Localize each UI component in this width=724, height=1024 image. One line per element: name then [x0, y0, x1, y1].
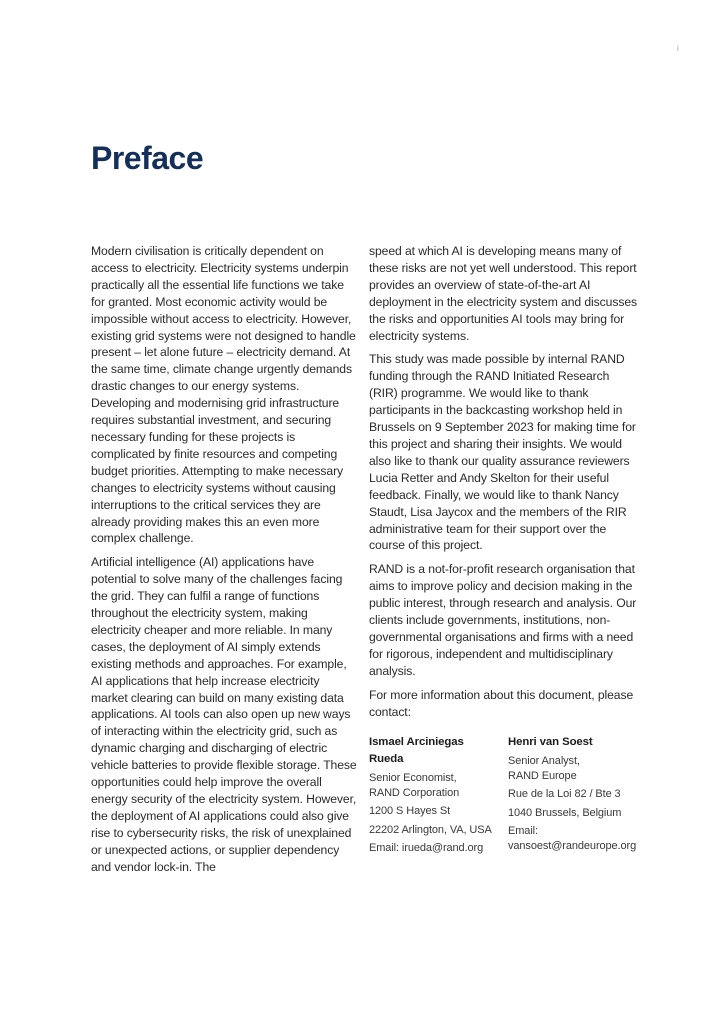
page-number: i — [677, 44, 679, 53]
contact-city: 1040 Brussels, Belgium — [508, 806, 622, 819]
right-column — [369, 243, 637, 860]
contacts-block — [369, 734, 637, 859]
contact-title: Senior Economist, — [369, 772, 457, 785]
contact-role — [508, 754, 637, 783]
contact-city: 22202 Arlington, VA, USA — [369, 823, 492, 836]
contact-name: Henri van Soest — [508, 736, 593, 749]
contact-organisation: RAND Europe — [508, 769, 577, 782]
paragraph-electricity-dependence: Modern civilisation is critically dependent on access to electricity. Electricity systems underpin practically all the essential life functions we take for granted. Most economic activity would be impossible without access to electricity. However, existing grid systems were not designed to handle present – let alone future – electricity demand. At the same time, climate change urgently demands drastic changes to our energy systems. Developing and modernising grid infrastructure requires substantial investment, and securing necessary funding for these projects is complicated by finite resources and competing budget priorities. Attempting to make necessary changes to electricity systems without causing interruptions to the critical services they are already providing makes this an even more complex challenge. — [91, 244, 356, 546]
paragraph-ai-risks: speed at which AI is developing means many of these risks are not yet well understood. This report provides an overview of state-of-the-art AI deployment in the electricity system and discusses the risks and opportunities AI tools may bring for electricity systems. — [369, 244, 637, 343]
contact-card — [369, 734, 498, 859]
paragraph-ai-applications: Artificial intelligence (AI) applications have potential to solve many of the challenges facing the grid. They can fulfil a range of functions throughout the electricity system, making electricity cheaper and more reliable. In many cases, the deployment of AI simply extends existing methods and approaches. For example, AI applications that help increase electricity market clearing can build on many existing data applications. AI tools can also open up new ways of interacting within the electricity grid, such as dynamic charging and discharging of electric vehicle batteries to provide flexible storage. These opportunities could help improve the overall energy security of the electricity system. However, the deployment of AI applications could also give rise to cybersecurity risks, the risk of unexplained or unexpected actions, or supplier dependency and vendor lock-in. The — [91, 555, 357, 874]
paragraph-contact-intro: For more information about this document, please contact: — [369, 687, 634, 719]
contact-role — [369, 771, 498, 800]
contact-title: Senior Analyst, — [508, 755, 580, 768]
contact-email-block — [508, 824, 637, 853]
contact-email-link[interactable]: vansoest@randeurope.org — [508, 839, 637, 852]
paragraph-about-rand: RAND is a not-for-profit research organisation that aims to improve policy and decision making in the public interest, through research and analysis. Our clients include governments, institutions, non-governmental organisations and firms with a need for rigorous, independent and multidisciplinary analysis. — [369, 562, 637, 678]
left-column — [91, 243, 359, 883]
page-title: Preface — [91, 140, 204, 176]
contact-organisation: RAND Corporation — [369, 786, 460, 799]
contact-card — [508, 734, 637, 859]
paragraph-acknowledgements: This study was made possible by internal RAND funding through the RAND Initiated Research (RIR) programme. We would like to thank participants in the backcasting workshop held in Brussels on 9 September 2023 for making time for this project and sharing their insights. We would also like to thank our quality assurance reviewers Lucia Retter and Andy Skelton for their useful feedback. Finally, we would like to thank Nancy Staudt, Lisa Jaycox and the members of the RIR administrative team for their support over the course of this project. — [369, 352, 636, 553]
contact-email-label: Email: — [508, 825, 538, 838]
contact-street: 1200 S Hayes St — [369, 805, 451, 818]
contact-street: Rue de la Loi 82 / Bte 3 — [508, 788, 621, 801]
contact-name: Ismael Arciniegas Rueda — [369, 736, 464, 766]
contact-email-link[interactable]: Email: irueda@rand.org — [369, 842, 484, 855]
